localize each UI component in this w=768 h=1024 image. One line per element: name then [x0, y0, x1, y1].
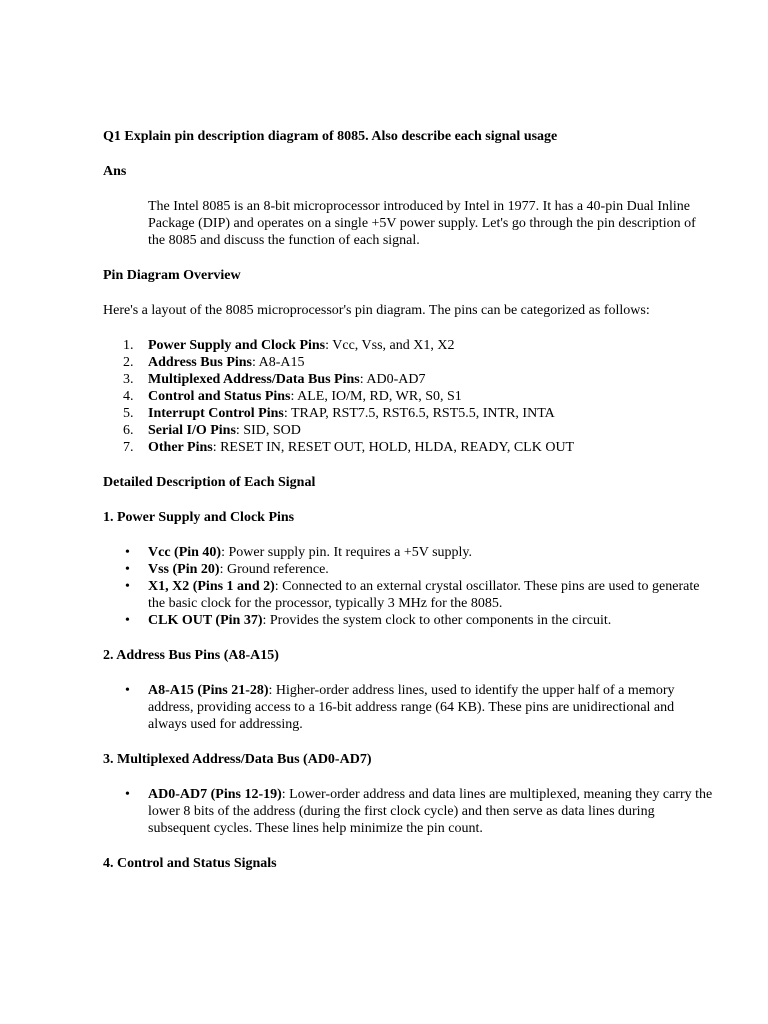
item-desc: : Lower-order address and data lines are multiplexed, meaning they carry the lower 8 bits of the address (during the first clock cycle) and then serve as data lines during subsequent cycles. These lines help minimize the pin count. — [148, 787, 713, 836]
item-title: Interrupt Control Pins — [148, 406, 284, 421]
item-desc: : TRAP, RST7.5, RST6.5, RST5.5, INTR, INTA — [283, 406, 555, 421]
bullet-icon: • — [125, 787, 130, 802]
section-heading-data-bus: 3. Multiplexed Address/Data Bus (AD0-AD7) — [103, 752, 372, 767]
bullet-icon: • — [125, 562, 130, 577]
list-item — [103, 561, 713, 578]
address-bus-list — [103, 682, 713, 733]
bullet-icon: • — [125, 545, 130, 560]
question-title: Q1 Explain pin description diagram of 8085. Also describe each signal usage — [103, 129, 558, 144]
item-title: Multiplexed Address/Data Bus Pins — [148, 372, 360, 387]
list-number: 5. — [123, 406, 134, 421]
item-title: Serial I/O Pins — [148, 423, 236, 438]
list-number: 4. — [123, 389, 134, 404]
list-item — [103, 405, 713, 422]
item-title: Vss (Pin 20) — [148, 562, 220, 577]
item-desc: : ALE, IO/M, RD, WR, S0, S1 — [290, 389, 462, 404]
power-clock-list — [103, 544, 713, 629]
list-item — [103, 578, 713, 612]
list-number: 3. — [123, 372, 134, 387]
item-desc: : A8-A15 — [252, 355, 305, 370]
list-item — [103, 422, 713, 439]
item-desc: : Power supply pin. It requires a +5V supply. — [221, 545, 473, 560]
section-heading-control: 4. Control and Status Signals — [103, 856, 277, 871]
list-number: 6. — [123, 423, 134, 438]
item-desc: : RESET IN, RESET OUT, HOLD, HLDA, READY, CLK OUT — [212, 440, 575, 455]
list-item — [103, 388, 713, 405]
answer-label: Ans — [103, 164, 127, 179]
item-desc: : Vcc, Vss, and X1, X2 — [325, 338, 455, 353]
item-desc: : Higher-order address lines, used to identify the upper half of a memory address, providing access to a 16-bit address range (64 KB). These pins are unidirectional and always used for addressing. — [148, 683, 675, 732]
section-heading-power: 1. Power Supply and Clock Pins — [103, 510, 295, 525]
item-title: A8-A15 (Pins 21-28) — [148, 683, 269, 698]
list-number: 1. — [123, 338, 134, 353]
list-item — [103, 337, 713, 354]
item-title: X1, X2 (Pins 1 and 2) — [148, 579, 275, 594]
item-title: Other Pins — [148, 440, 213, 455]
list-item — [103, 354, 713, 371]
bullet-icon: • — [125, 683, 130, 698]
item-title: Control and Status Pins — [148, 389, 291, 404]
item-title: Vcc (Pin 40) — [148, 545, 222, 560]
item-title: Address Bus Pins — [148, 355, 253, 370]
list-number: 7. — [123, 440, 134, 455]
item-desc: : SID, SOD — [235, 423, 301, 438]
item-desc: : Connected to an external crystal oscillator. These pins are used to generate the basic clock for the processor, typically 3 MHz for the 8085. — [148, 579, 700, 611]
list-item — [103, 612, 713, 629]
data-bus-list — [103, 786, 713, 837]
item-title: CLK OUT (Pin 37) — [148, 613, 263, 628]
item-title: AD0-AD7 (Pins 12-19) — [148, 787, 282, 802]
bullet-icon: • — [125, 579, 130, 594]
list-item — [103, 371, 713, 388]
list-item — [103, 682, 713, 733]
detailed-heading: Detailed Description of Each Signal — [103, 475, 316, 490]
item-desc: : AD0-AD7 — [359, 372, 426, 387]
document-body — [103, 128, 713, 890]
item-desc: : Ground reference. — [219, 562, 329, 577]
section-heading-address-bus: 2. Address Bus Pins (A8-A15) — [103, 648, 279, 663]
item-title: Power Supply and Clock Pins — [148, 338, 326, 353]
pin-category-list — [103, 337, 713, 456]
overview-heading: Pin Diagram Overview — [103, 268, 241, 283]
list-item — [103, 439, 713, 456]
intro-paragraph: The Intel 8085 is an 8-bit microprocessor introduced by Intel in 1977. It has a 40-pin Dual Inline Package (DIP) and operates on a single +5V power supply. Let's go through the pin description of the 8085 and discuss the function of each signal. — [148, 199, 696, 248]
list-item — [103, 544, 713, 561]
bullet-icon: • — [125, 613, 130, 628]
item-desc: : Provides the system clock to other components in the circuit. — [262, 613, 612, 628]
list-item — [103, 786, 713, 837]
list-number: 2. — [123, 355, 134, 370]
overview-text: Here's a layout of the 8085 microprocessor's pin diagram. The pins can be categorized as follows: — [103, 303, 650, 318]
